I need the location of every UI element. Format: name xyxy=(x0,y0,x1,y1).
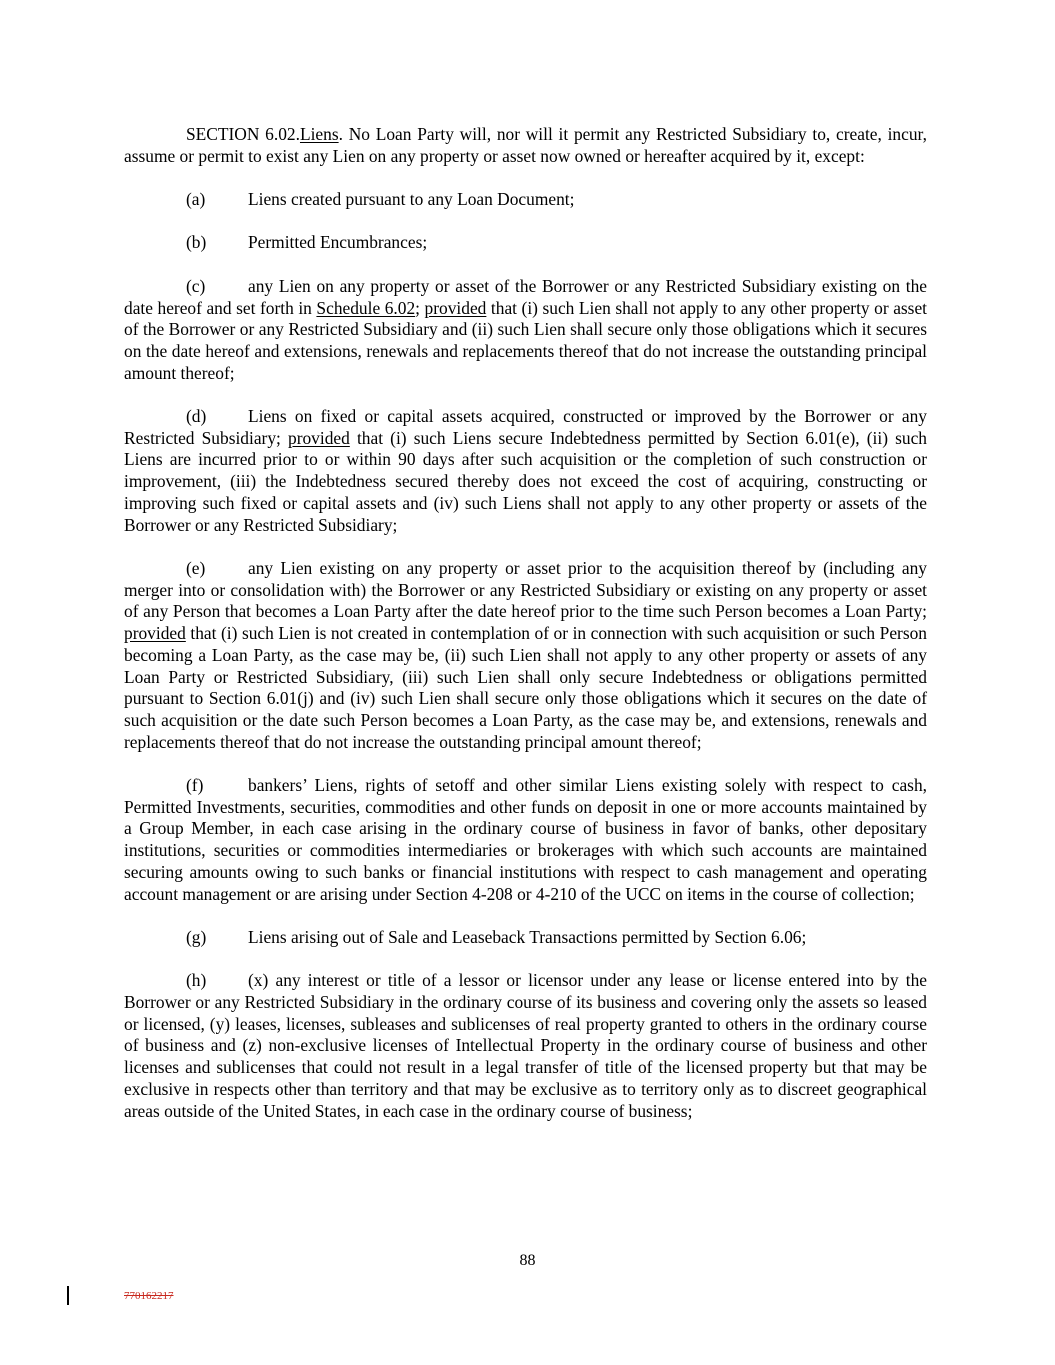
clause-d xyxy=(124,406,927,536)
section-title: Liens xyxy=(299,124,339,144)
section-intro: . No Loan Party will, nor will it permit any Restricted Subsidiary to, create, incur, assume or permit to exist any Lien on any property or asset now owned or hereafter acquired by it, except: xyxy=(124,124,927,166)
clause-text: that (i) such Lien is not created in contemplation of or in connection with such acquisition or such Person becoming a Loan Party, as the case may be, (ii) such Lien shall not apply to any other property or assets of any Loan Party or Restricted Subsidiary, (iii) such Lien shall only secure Indebtedness or obligations permitted pursuant to Section 6.01(j) and (iv) such Lien shall secure only those obligations which it secures on the date of such acquisition or the date such Person becomes a Loan Party, as the case may be, and extensions, renewals and replacements thereof that do not increase the outstanding principal amount thereof; xyxy=(124,623,927,752)
clause-text: Liens created pursuant to any Loan Document; xyxy=(248,189,575,210)
clause-label: (e) xyxy=(186,557,206,578)
clause-label: (d) xyxy=(186,406,207,427)
clause-label: (b) xyxy=(186,232,207,253)
clause-b xyxy=(124,232,927,254)
clause-text: Permitted Encumbrances; xyxy=(248,232,428,253)
revision-bar xyxy=(67,1286,69,1305)
clause-text: bankers’ Liens, rights of setoff and other similar Liens existing solely with respect to cash, Permitted Investments, securities, commodities and other funds on deposit in one or more accounts maintained by a Group Member, in each case arising in the ordinary course of business in favor of banks, other depositary institutions, securities or commodities intermediaries or brokerages with which such accounts are maintained securing amounts owing to such banks or financial institutions with respect to cash management and operating account management or are arising under Section 4-208 or 4-210 of the UCC on items in the course of collection; xyxy=(124,775,927,904)
document-body xyxy=(124,124,927,1144)
clause-text: that (i) such Liens secure Indebtedness permitted by Section 6.01(e), (ii) such Liens are incurred prior to or within 90 days after such acquisition or the completion of such construction or improvement, (iii) the Indebtedness secured thereby does not exceed the cost of acquiring, constructing or improving such fixed or capital assets and (iv) such Liens shall not apply to any other property or assets of the Borrower or any Restricted Subsidiary; xyxy=(124,427,927,535)
provided-term: provided xyxy=(288,427,350,448)
provided-term: provided xyxy=(424,297,487,318)
clause-h xyxy=(124,970,927,1122)
clause-label: (f) xyxy=(186,775,204,795)
section-6-02-heading-paragraph xyxy=(124,124,927,167)
clause-g xyxy=(124,927,927,949)
clause-label: (a) xyxy=(186,189,206,210)
section-number: SECTION 6.02. xyxy=(186,124,300,144)
clause-f xyxy=(124,775,927,905)
clause-text: any Lien on any property or asset of the Borrower or any Restricted Subsidiary existing on the date hereof and set forth in xyxy=(124,275,927,318)
provided-term: provided xyxy=(124,623,186,644)
clause-c xyxy=(124,276,927,385)
clause-text: Liens arising out of Sale and Leaseback Transactions permitted by Section 6.06; xyxy=(248,926,807,947)
clause-text: Liens on fixed or capital assets acquired, constructed or improved by the Borrower or any Restricted Subsidiary; xyxy=(124,406,927,448)
clause-text: that (i) such Lien shall not apply to any other property or asset of the Borrower or any Restricted Subsidiary and (ii) such Lien shall secure only those obligations which it secures on the date hereof and extensions, renewals and replacements thereof that do not increase the outstanding principal amount thereof; xyxy=(124,297,927,383)
clause-text: any Lien existing on any property or asset prior to the acquisition thereof by (including any merger into or consolidation with) the Borrower or any Restricted Subsidiary or existing on any property or asset of any Person that becomes a Loan Party after the date hereof prior to the time such Person becomes a Loan Party; xyxy=(124,557,927,622)
clause-label: (h) xyxy=(186,970,207,991)
clause-label: (c) xyxy=(186,275,206,296)
document-id: 770162217 xyxy=(124,1290,174,1302)
clause-text: (x) any interest or title of a lessor or licensor under any lease or license entered into by the Borrower or any Restricted Subsidiary in the ordinary course of its business and covering only the assets so leased or licensed, (y) leases, licenses, subleases and sublicenses of real property granted to others in the ordinary course of business and (z) non-exclusive licenses of Intellectual Property in the ordinary course of business and other licenses and sublicenses that could not result in a legal transfer of title of the licensed property but that may be exclusive in respects other than territory and that may be exclusive as to territory only as to discreet geographical areas outside of the United States, in each case in the ordinary course of business; xyxy=(124,970,927,1121)
clause-text: ; xyxy=(415,297,425,318)
page-number: 88 xyxy=(519,1252,536,1269)
clause-label: (g) xyxy=(186,926,207,947)
schedule-reference: Schedule 6.02 xyxy=(316,297,416,318)
clause-a xyxy=(124,189,927,211)
clause-e xyxy=(124,558,927,753)
